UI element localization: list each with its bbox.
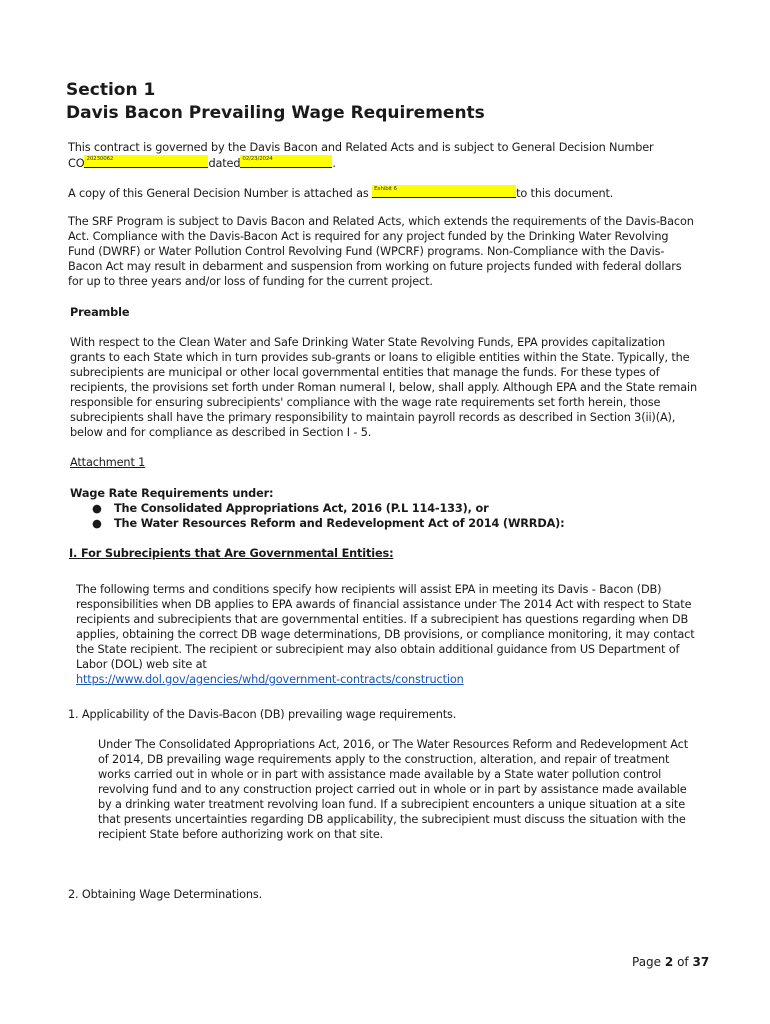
wage-bullet-1 [92,501,489,516]
copy-suffix: to this document. [516,187,614,200]
wage-bullet-2 [92,516,565,531]
page-of: of [677,955,689,969]
preamble-paragraph: With respect to the Clean Water and Safe Drinking Water State Revolving Funds, EPA provides capitalization grants to each State which in turn provides sub-grants or loans to eligible entities within the State. Typically, the subrecipients are municipal or other local governmental entities that manage the funds. For these types of recipients, the provisions set forth under Roman numeral I, below, shall apply. Although EPA and the State remain responsible for ensuring subrecipients' compliance with the wage rate requirements set forth herein, those subrecipients shall have the primary responsibility to maintain payroll records as described in Section 3(ii)(A), below and for compliance as described in Section I - 5. [70,336,698,439]
decision-number-value: 20230062 [86,156,114,162]
dol-link[interactable]: https://www.dol.gov/agencies/whd/government-contracts/construction [76,673,464,686]
section-title: Davis Bacon Prevailing Wage Requirements [66,103,485,123]
wage-bullet-text: The Water Resources Reform and Redevelopment Act of 2014 (WRRDA): [114,517,565,530]
wage-bullet-text: The Consolidated Appropriations Act, 2016 (P.L 114-133), or [114,502,489,515]
contract-text: This contract is governed by the Davis Bacon and Related Acts and is subject to General Decision Number [68,141,654,154]
bullet-icon: ● [92,502,102,515]
dated-value: 02/23/2024 [242,156,273,162]
section-number: Section 1 [66,80,156,100]
decision-number-field[interactable] [84,155,208,168]
page-current: 2 [664,955,674,969]
exhibit-value: Exhibit 6 [374,186,397,192]
terms-paragraph [76,582,696,687]
terms-text: The following terms and conditions specify how recipients will assist EPA in meeting its Davis - Bacon (DB) responsibilities when DB applies to EPA awards of financial assistance under The 2014 Act with respect to State recipients and subrecipients that are governmental entities. If a subrecipient has questions regarding when DB applies, obtaining the correct DB wage determinations, DB provisions, or compliance monitoring, it may contact the State recipient. The recipient or subrecipient may also obtain additional guidance from US Department of Labor (DOL) web site at [76,583,695,671]
wage-heading: Wage Rate Requirements under: [70,487,274,500]
decision-prefix: CO [68,157,85,170]
srf-paragraph: The SRF Program is subject to Davis Bacon and Related Acts, which extends the requirements of the Davis-Bacon Act. Compliance with the Davis-Bacon Act is required for any project funded by the Drinking Water Revolving Fund (DWRF) or Water Pollution Control Revolving Fund (WPCRF) programs. Non-Compliance with the Davis-Bacon Act may result in debarment and suspension from working on future projects funded with federal dollars for up to three years and/or loss of funding for the current project. [68,215,694,288]
page-total: 37 [692,955,710,969]
page-number [632,955,709,969]
bullet-icon: ● [92,517,102,530]
exhibit-field[interactable] [372,185,516,198]
attachment-label: Attachment 1 [70,456,146,469]
item-1-heading: 1. Applicability of the Davis-Bacon (DB) prevailing wage requirements. [68,708,457,721]
contract-paragraph [68,140,708,171]
dated-field[interactable] [240,155,332,168]
section-i-heading: I. For Subrecipients that Are Governmental Entities: [69,547,394,560]
copy-paragraph [68,185,708,201]
item-1-paragraph: Under The Consolidated Appropriations Act, 2016, or The Water Resources Reform and Redevelopment Act of 2014, DB prevailing wage requirements apply to the construction, alteration, and repair of treatment works carried out in whole or in part with assistance made available by a State water pollution control revolving fund and to any construction project carried out in whole or in part by assistance made available by a drinking water treatment revolving loan fund. If a subrecipient encounters a unique situation at a site that presents uncertainties regarding DB applicability, the subrecipient must discuss the situation with the recipient State before authorizing work on that site. [98,738,688,841]
page-label: Page [632,955,662,969]
preamble-heading: Preamble [70,306,130,319]
period: . [332,157,336,170]
copy-text: A copy of this General Decision Number is attached as [68,187,369,200]
item-2-heading: 2. Obtaining Wage Determinations. [68,888,263,901]
dated-label: dated [208,157,241,170]
